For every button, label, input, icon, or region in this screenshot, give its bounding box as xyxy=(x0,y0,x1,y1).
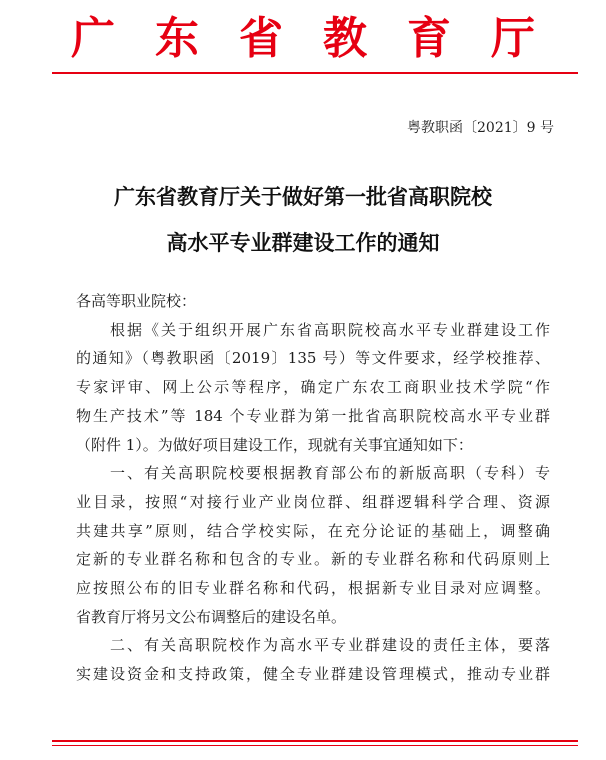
document-body xyxy=(76,287,550,689)
paragraph-line: 定新的专业群名称和包含的专业。新的专业群名称和代码原则上 xyxy=(76,550,550,569)
letterhead-red-rule xyxy=(52,72,578,74)
paragraph-line: （附件 1）。为做好项目建设工作，现就有关事宜通知如下： xyxy=(76,435,473,454)
salutation: 各高等职业院校： xyxy=(76,292,197,310)
document-title-line-2: 高水平专业群建设工作的通知 xyxy=(166,231,440,255)
paragraph-2 xyxy=(76,459,550,631)
document-title-line-1: 广东省教育厅关于做好第一批省高职院校 xyxy=(114,185,492,209)
paragraph-line: 实建设资金和支持政策，健全专业群建设管理模式，推动专业群 xyxy=(76,665,550,684)
footer-red-rule-thin xyxy=(52,745,578,746)
paragraph-line: 专家评审、网上公示等程序，确定广东农工商职业技术学院“作 xyxy=(76,378,550,397)
paragraph-line: 物生产技术”等 184 个专业群为第一批省高职院校高水平专业群 xyxy=(76,406,550,425)
paragraph-line: 业目录，按照“对接行业产业岗位群、组群逻辑科学合理、资源 xyxy=(76,492,550,511)
document-number: 粤教职函〔2021〕9 号 xyxy=(407,120,554,136)
letterhead xyxy=(0,6,606,62)
footer-red-rule-thick xyxy=(52,740,578,742)
paragraph-line: 应按照公布的旧专业群名称和代码，根据新专业目录对应调整。 xyxy=(76,579,550,598)
paragraph-3 xyxy=(76,631,550,688)
paragraph-line: 省教育厅将另文公布调整后的建设名单。 xyxy=(76,607,347,626)
paragraph-line: 共建共享”原则，结合学校实际，在充分论证的基础上，调整确 xyxy=(76,521,550,540)
paragraph-line: 根据《关于组织开展广东省高职院校高水平专业群建设工作 xyxy=(76,320,550,339)
letterhead-title: 广东省教育厅 xyxy=(71,13,575,64)
paragraph-line: 二、有关高职院校作为高水平专业群建设的责任主体，要落 xyxy=(76,636,550,655)
paragraph-1 xyxy=(76,316,550,460)
document-title xyxy=(0,174,606,266)
paragraph-line: 的通知》（粤教职函〔2019〕135 号）等文件要求，经学校推荐、 xyxy=(76,349,550,368)
paragraph-line: 一、有关高职院校要根据教育部公布的新版高职（专科）专 xyxy=(76,464,550,483)
